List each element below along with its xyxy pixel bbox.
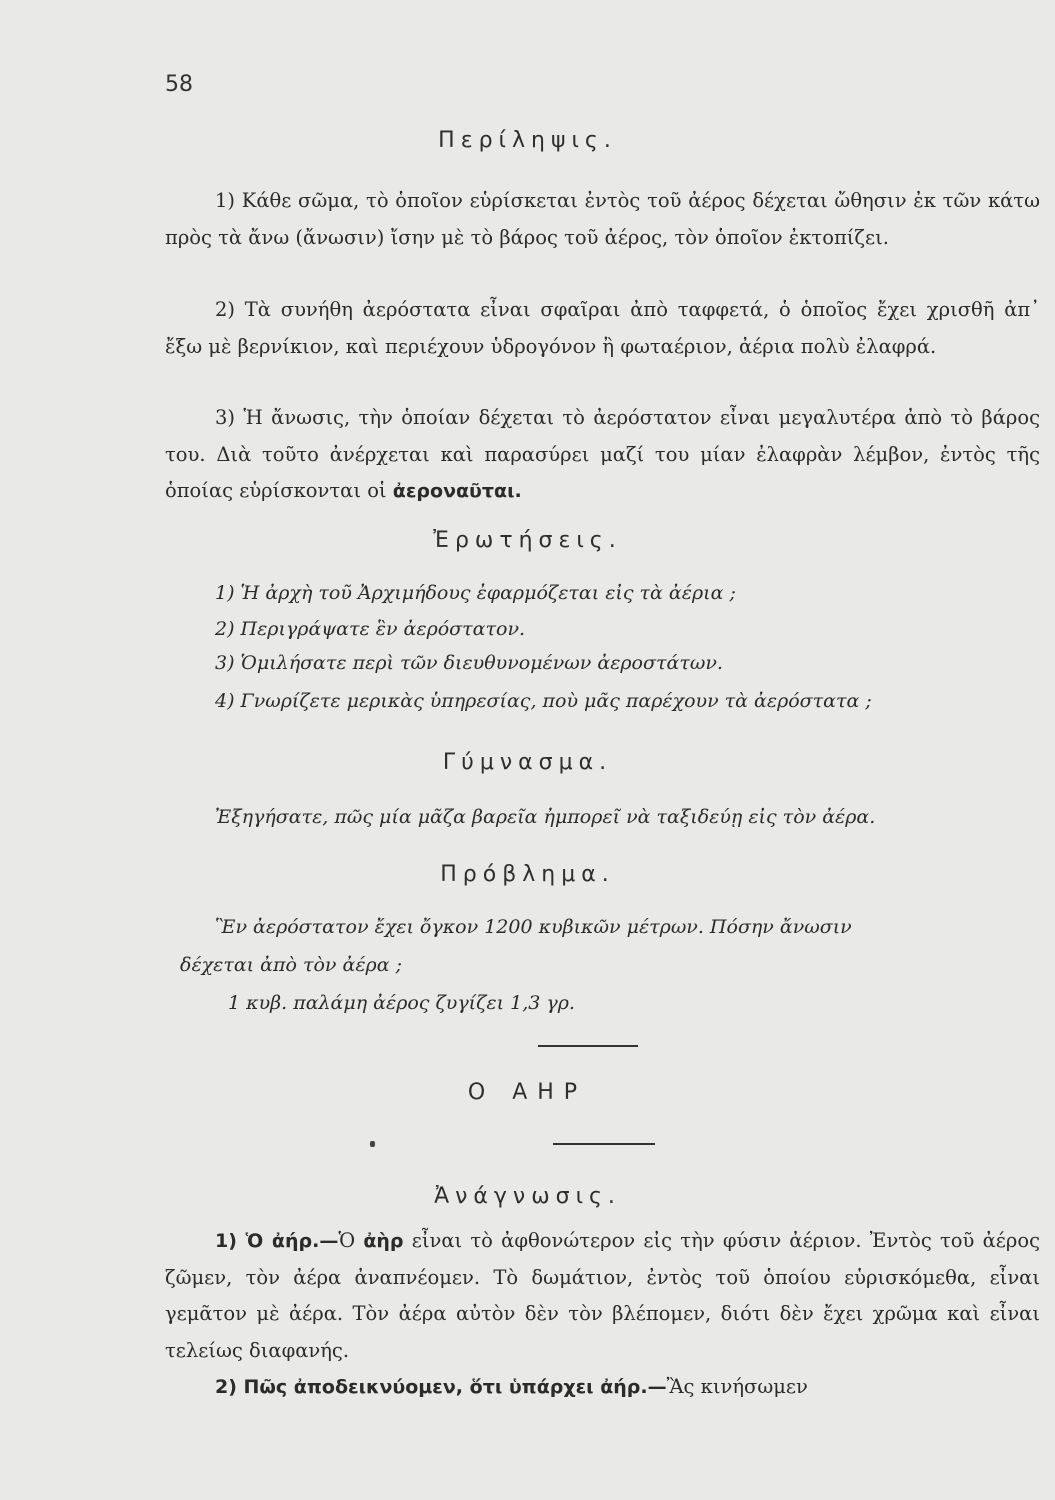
term-air-heading: 1) Ὁ ἀήρ.—	[215, 1230, 339, 1252]
term-air: ἀὴρ	[363, 1230, 404, 1252]
reading-paragraph-2-text: Ἂς κινήσωμεν	[666, 1375, 808, 1398]
question-item: 2) Περιγράψατε ἓν ἀερόστατον.	[215, 618, 526, 640]
problem-line-2: δέχεται ἀπὸ τὸν ἀέρα ;	[180, 954, 402, 976]
question-item: 1) Ἡ ἀρχὴ τοῦ Ἀρχιμήδους ἐφαρμόζεται εἰς τὰ ἀέρια ;	[215, 582, 736, 604]
problem-line-3: 1 κυβ. παλάμη ἀέρος ζυγίζει 1,3 γρ.	[228, 992, 575, 1014]
term-aeronautai: ἀεροναῦται.	[392, 480, 522, 502]
term-air-proof: 2) Πῶς ἀποδεικνύομεν, ὅτι ὑπάρχει ἀήρ.—	[215, 1376, 667, 1398]
question-item: 3) Ὁμιλήσατε περὶ τῶν διευθυνομένων ἀεροστάτων.	[215, 652, 723, 674]
reading-heading: Ἀνάγνωσις.	[434, 1184, 621, 1209]
summary-heading: Περίληψις.	[438, 128, 617, 153]
ink-speck	[370, 1141, 375, 1147]
summary-paragraph-1-text: 1) Κάθε σῶμα, τὸ ὁποῖον εὑρίσκεται ἐντὸς τοῦ ἀέρος δέχεται ὤθησιν ἐκ τῶν κάτω πρὸς τὰ ἄνω (ἄνωσιν) ἴσην μὲ τὸ βάρος τοῦ ἀέρος, τὸν ὁποῖον ἐκτοπίζει.	[165, 189, 1040, 249]
divider-top	[538, 1045, 638, 1047]
reading-paragraph-1	[165, 1223, 1040, 1369]
summary-paragraph-1	[165, 183, 1040, 256]
summary-paragraph-3-text: 3) Ἡ ἄνωσις, τὴν ὁποίαν δέχεται τὸ ἀερόστατον εἶναι μεγαλυτέρα ἀπὸ τὸ βάρος του. Διὰ τοῦτο ἀνέρχεται καὶ παρασύρει μαζί του μίαν ἐλαφρὰν λέμβον, ἐντὸς τῆς ὁποίας εὑρίσκονται οἱ	[165, 406, 1040, 502]
exercise-text: Ἐξηγήσατε, πῶς μία μᾶζα βαρεῖα ἠμπορεῖ νὰ ταξιδεύῃ εἰς τὸν ἀέρα.	[215, 806, 876, 828]
exercise-heading: Γύμνασμα.	[442, 750, 613, 775]
summary-paragraph-3	[165, 400, 1040, 510]
reading-paragraph-2	[165, 1369, 1040, 1406]
problem-line-1: Ἓν ἀερόστατον ἔχει ὄγκον 1200 κυβικῶν μέτρων. Πόσην ἄνωσιν	[215, 916, 852, 938]
divider-bottom	[553, 1143, 655, 1145]
questions-heading: Ἐρωτήσεις.	[433, 528, 622, 553]
problem-heading: Πρόβλημα.	[440, 862, 615, 887]
reading-paragraph-1-text: εἶναι τὸ ἀφθονώτερον εἰς τὴν φύσιν ἀέριον. Ἐντὸς τοῦ ἀέρος ζῶμεν, τὸν ἀέρα ἀναπνέομεν. Τὸ δωμάτιον, ἐντὸς τοῦ ὁποίου εὑρισκόμεθα, εἶναι γεμᾶτον μὲ ἀέρα. Τὸν ἀέρα αὐτὸν δὲν τὸν βλέπομεν, διότι δὲν ἔχει χρῶμα καὶ εἶναι τελείως διαφανής.	[165, 1229, 1040, 1362]
chapter-title: Ο ΑΗΡ	[467, 1080, 588, 1105]
question-item: 4) Γνωρίζετε μερικὰς ὑπηρεσίας, ποὺ μᾶς παρέχουν τὰ ἀερόστατα ;	[215, 690, 872, 712]
reading-paragraph-1-lead: Ὁ	[338, 1229, 356, 1252]
summary-paragraph-2-text: 2) Τὰ συνήθη ἀερόστατα εἶναι σφαῖραι ἀπὸ ταφφετά, ὁ ὁποῖος ἔχει χρισθῆ ἀπ᾽ ἔξω μὲ βερνίκιον, καὶ περιέχουν ὑδρογόνον ἢ φωταέριον, ἀέρια πολὺ ἐλαφρά.	[165, 298, 1040, 358]
summary-paragraph-2	[165, 292, 1040, 365]
page-number: 58	[165, 72, 193, 97]
